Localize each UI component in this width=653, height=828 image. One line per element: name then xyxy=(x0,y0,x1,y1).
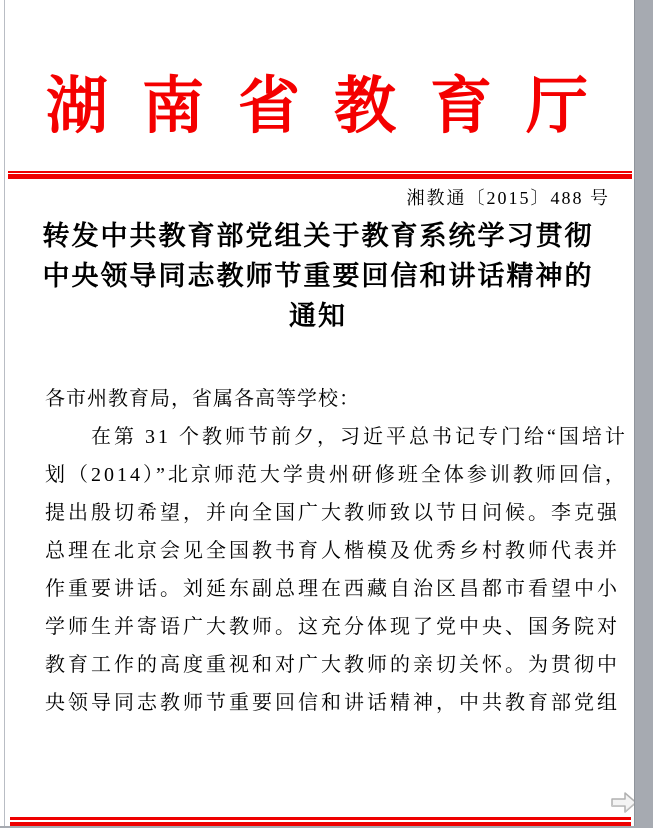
doc-body xyxy=(45,380,628,722)
letterhead-agency-name: 湖南省教育厅 xyxy=(45,73,622,141)
letterhead-rule-thin xyxy=(8,171,632,173)
doc-title-line: 转发中共教育部党组关于教育系统学习贯彻 xyxy=(42,221,594,251)
page-left-border xyxy=(4,0,5,828)
doc-title-line: 通知 xyxy=(289,301,347,331)
doc-body-line: 教育工作的高度重视和对广大教师的亲切关怀。为贯彻中 xyxy=(45,654,620,676)
doc-body-line: 划（2014）”北京师范大学贵州研修班全体参训教师回信， xyxy=(45,464,628,486)
doc-body-line: 央领导同志教师节重要回信和讲话精神，中共教育部党组 xyxy=(45,692,620,714)
doc-body-line: 总理在北京会见全国教书育人楷模及优秀乡村教师代表并 xyxy=(45,540,620,562)
doc-salutation: 各市州教育局，省属各高等学校： xyxy=(45,388,360,410)
doc-title xyxy=(20,216,614,336)
letterhead-rule-thick xyxy=(8,174,632,179)
doc-number: 湘教通〔2015〕488 号 xyxy=(406,188,610,208)
doc-body-line: 作重要讲话。刘延东副总理在西藏自治区昌都市看望中小 xyxy=(45,578,620,600)
footer-rule-thin xyxy=(10,817,631,820)
doc-body-line: 学师生并寄语广大教师。这充分体现了党中央、国务院对 xyxy=(45,616,620,638)
doc-title-line: 中央领导同志教师节重要回信和讲话精神的 xyxy=(42,261,594,291)
doc-body-line: 在第 31 个教师节前夕，习近平总书记专门给“国培计 xyxy=(91,426,628,448)
viewer-background-right xyxy=(634,0,653,828)
doc-body-line: 提出殷切希望，并向全国广大教师致以节日问候。李克强 xyxy=(45,502,620,524)
